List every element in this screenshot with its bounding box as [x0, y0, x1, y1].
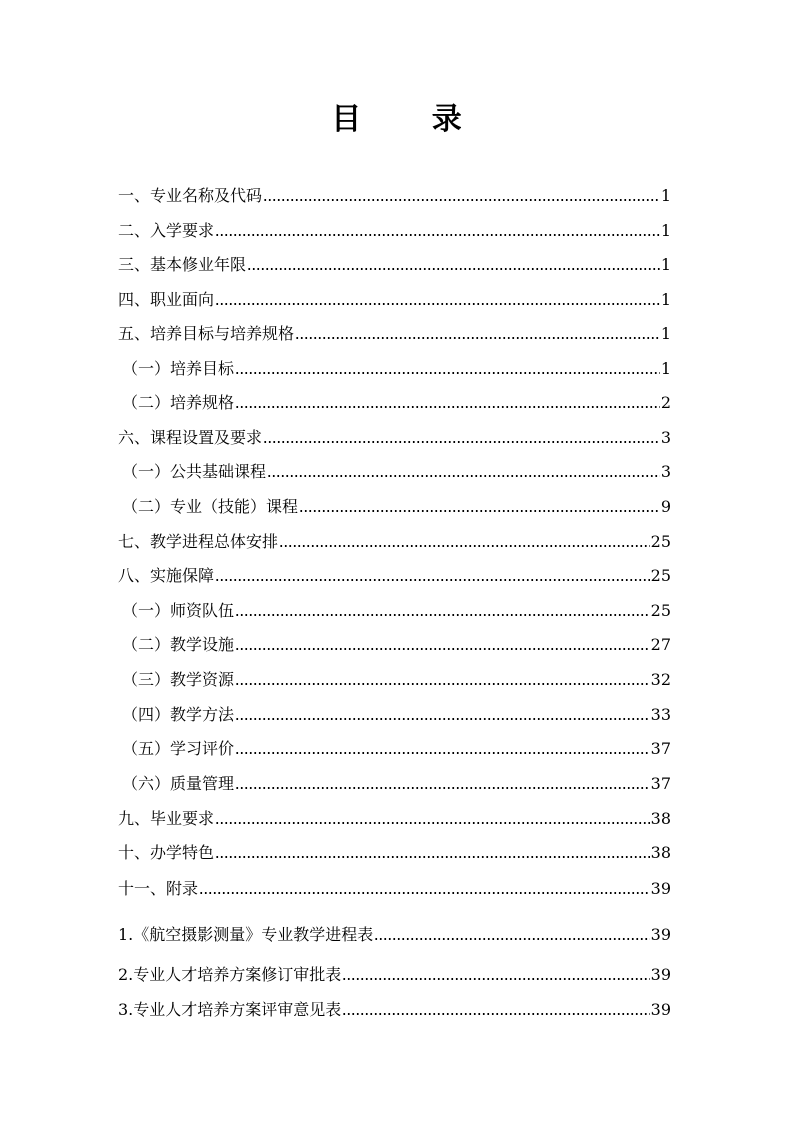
toc-page-number: 39	[650, 965, 671, 984]
toc-page-number: 37	[650, 774, 671, 793]
toc-entry[interactable]	[118, 529, 671, 553]
toc-entry-label: 十一、附录	[118, 879, 199, 898]
toc-entry[interactable]	[118, 252, 671, 276]
toc-leader-dots	[374, 938, 649, 940]
toc-leader-dots	[215, 822, 650, 824]
toc-entry[interactable]	[118, 667, 671, 691]
toc-leader-dots	[235, 752, 650, 754]
toc-leader-dots	[235, 683, 650, 685]
toc-page-number: 39	[650, 925, 671, 944]
toc-entry-label: 六、课程设置及要求	[118, 428, 263, 447]
toc-leader-dots	[215, 234, 660, 236]
toc-entry[interactable]	[118, 494, 671, 518]
toc-page-number: 27	[650, 635, 671, 654]
toc-leader-dots	[215, 579, 650, 581]
toc-entry-label: 1.《航空摄影测量》专业教学进程表	[118, 925, 374, 944]
toc-entry-label: （六）质量管理	[122, 774, 235, 793]
toc-entry-label: 十、办学特色	[118, 843, 215, 862]
toc-entry-label: （一）培养目标	[122, 359, 235, 378]
toc-leader-dots	[235, 372, 660, 374]
toc-page-number: 25	[650, 601, 671, 620]
toc-entry[interactable]	[118, 702, 671, 726]
toc-entry[interactable]	[118, 425, 671, 449]
toc-page-number: 25	[650, 532, 671, 551]
toc-page-number: 32	[650, 670, 671, 689]
toc-entry[interactable]	[118, 840, 671, 864]
toc-entry-label: （二）教学设施	[122, 635, 235, 654]
toc-entry[interactable]	[118, 218, 671, 242]
toc-entry-label: 2.专业人才培养方案修订审批表	[118, 965, 342, 984]
toc-entry[interactable]	[118, 183, 671, 207]
toc-page-number: 3	[660, 428, 671, 447]
toc-entry-label: 四、职业面向	[118, 290, 215, 309]
toc-leader-dots	[247, 268, 660, 270]
toc-entry-label: （二）专业（技能）课程	[122, 497, 299, 516]
toc-page-number: 39	[650, 1000, 671, 1019]
toc-entry-label: （二）培养规格	[122, 393, 235, 412]
toc-entry[interactable]	[118, 771, 671, 795]
toc-page-number: 33	[650, 705, 671, 724]
toc-page-number: 25	[650, 566, 671, 585]
toc-page-number: 9	[660, 497, 671, 516]
toc-leader-dots	[215, 856, 650, 858]
toc-leader-dots	[263, 441, 660, 443]
toc-page-number: 38	[650, 843, 671, 862]
toc-entry[interactable]	[118, 563, 671, 587]
toc-page-number: 1	[660, 324, 671, 343]
toc-page-number: 37	[650, 739, 671, 758]
toc-page-number: 3	[660, 462, 671, 481]
toc-entry-label: （三）教学资源	[122, 670, 235, 689]
toc-leader-dots	[299, 510, 660, 512]
toc-leader-dots	[263, 199, 660, 201]
toc-page-number: 38	[650, 809, 671, 828]
toc-entry[interactable]	[118, 736, 671, 760]
toc-entry-label: （一）师资队伍	[122, 601, 235, 620]
toc-entry-label: 八、实施保障	[118, 566, 215, 585]
toc-entry[interactable]	[118, 390, 671, 414]
toc-leader-dots	[235, 648, 650, 650]
toc-entry[interactable]	[118, 997, 671, 1021]
toc-entry[interactable]	[118, 356, 671, 380]
toc-page-number: 1	[660, 186, 671, 205]
toc-page-number: 1	[660, 359, 671, 378]
toc-leader-dots	[295, 337, 660, 339]
toc-entry[interactable]	[118, 876, 671, 900]
toc-entry-label: （四）教学方法	[122, 705, 235, 724]
toc-leader-dots	[342, 978, 649, 980]
toc-entry[interactable]	[118, 598, 671, 622]
page-title: 目 录	[331, 102, 492, 137]
toc-entry-label: 三、基本修业年限	[118, 255, 247, 274]
toc-leader-dots	[342, 1013, 649, 1015]
toc-entry-label: 九、毕业要求	[118, 809, 215, 828]
toc-page-number: 2	[660, 393, 671, 412]
toc-entry-label: 五、培养目标与培养规格	[118, 324, 295, 343]
toc-entry[interactable]	[118, 287, 671, 311]
toc-entry-label: 一、专业名称及代码	[118, 186, 263, 205]
toc-leader-dots	[235, 614, 650, 616]
toc-entry[interactable]	[118, 962, 671, 986]
toc-page-number: 1	[660, 290, 671, 309]
toc-page-number: 1	[660, 255, 671, 274]
toc-entry[interactable]	[118, 459, 671, 483]
toc-entry[interactable]	[118, 922, 671, 946]
toc-leader-dots	[215, 303, 660, 305]
toc-entry[interactable]	[118, 321, 671, 345]
toc-entry-label: 七、教学进程总体安排	[118, 532, 279, 551]
toc-leader-dots	[235, 406, 660, 408]
toc-leader-dots	[199, 892, 650, 894]
toc-leader-dots	[267, 475, 660, 477]
toc-entry[interactable]	[118, 632, 671, 656]
toc-page-number: 1	[660, 221, 671, 240]
toc-entry-label: （一）公共基础课程	[122, 462, 267, 481]
toc-entry[interactable]	[118, 806, 671, 830]
toc-page-number: 39	[650, 879, 671, 898]
toc-entry-label: （五）学习评价	[122, 739, 235, 758]
toc-entry-label: 二、入学要求	[118, 221, 215, 240]
toc-leader-dots	[279, 545, 650, 547]
toc-leader-dots	[235, 718, 650, 720]
toc-entry-label: 3.专业人才培养方案评审意见表	[118, 1000, 342, 1019]
toc-leader-dots	[235, 787, 650, 789]
